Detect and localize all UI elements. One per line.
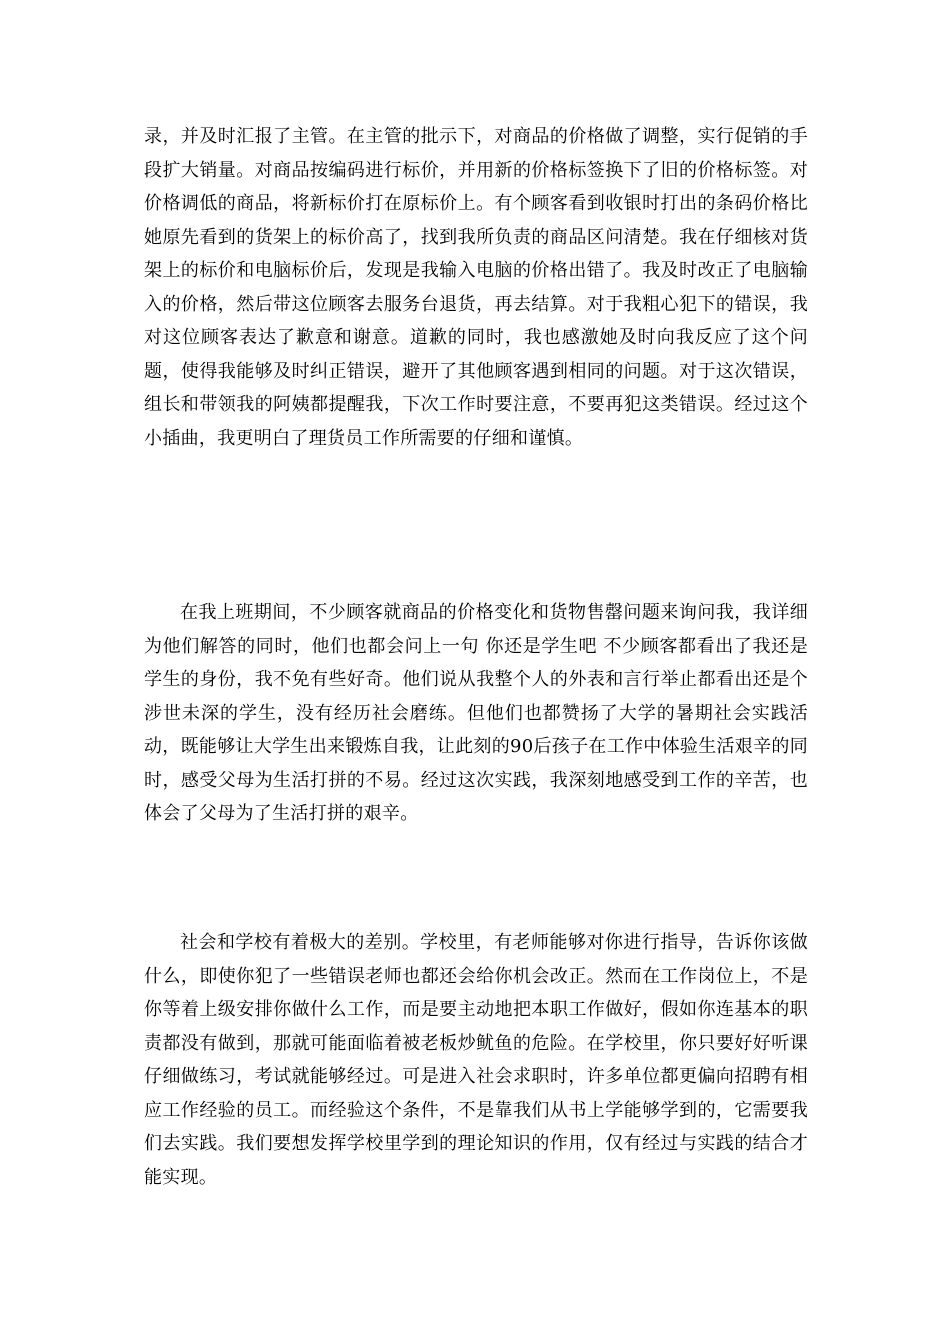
paragraph-3: 社会和学校有着极大的差别。学校里，有老师能够对你进行指导，告诉你该做什么，即使你犯了一些错误老师也都还会给你机会改正。然而在工作岗位上，不是你等着上级安排你做什么工作，而是要主动地把本职工作做好，假如你连基本的职责都没有做到，那就可能面临着被老板炒鱿鱼的危险。在学校里，你只要好好听课仔细做练习，考试就能够经过。可是进入社会求职时，许多单位都更偏向招聘有相应工作经验的员工。而经验这个条件，不是靠我们从书上学能够学到的，它需要我们去实践。我们要想发挥学校里学到的理论知识的作用，仅有经过与实践的结合才能实现。 <box>144 932 808 1188</box>
paragraph-2: 在我上班期间，不少顾客就商品的价格变化和货物售罄问题来询问我，我详细为他们解答的同时，他们也都会问上一句 你还是学生吧 不少顾客都看出了我还是学生的身份，我不免有些好奇。他们说从我整个人的外表和言行举止都看出还是个涉世未深的学生，没有经历社会磨练。但他们也都赞扬了大学的暑期社会实践活动，既能够让大学生出来锻炼自我，让此刻的90后孩子在工作中体验生活艰辛的同时，感受父母为生活打拼的不易。经过这次实践，我深刻地感受到工作的辛苦，也体会了父母为了生活打拼的艰辛。 <box>144 602 809 824</box>
paragraph-1: 录，并及时汇报了主管。在主管的批示下，对商品的价格做了调整，实行促销的手段扩大销量。对商品按编码进行标价，并用新的价格标签换下了旧的价格标签。对价格调低的商品，将新标价打在原标价上。有个顾客看到收银时打出的条码价格比她原先看到的货架上的标价高了，找到我所负责的商品区问清楚。我在仔细核对货架上的标价和电脑标价后，发现是我输入电脑的价格出错了。我及时改正了电脑输入的价格，然后带这位顾客去服务台退货，再去结算。对于我粗心犯下的错误，我对这位顾客表达了歉意和谢意。道歉的同时，我也感激她及时向我反应了这个问题，使得我能够及时纠正错误，避开了其他顾客遇到相同的问题。对于这次错误，组长和带领我的阿姨都提醒我，下次工作时要注意，不要再犯这类错误。经过这个小插曲，我更明白了理货员工作所需要的仔细和谨慎。 <box>144 126 808 449</box>
